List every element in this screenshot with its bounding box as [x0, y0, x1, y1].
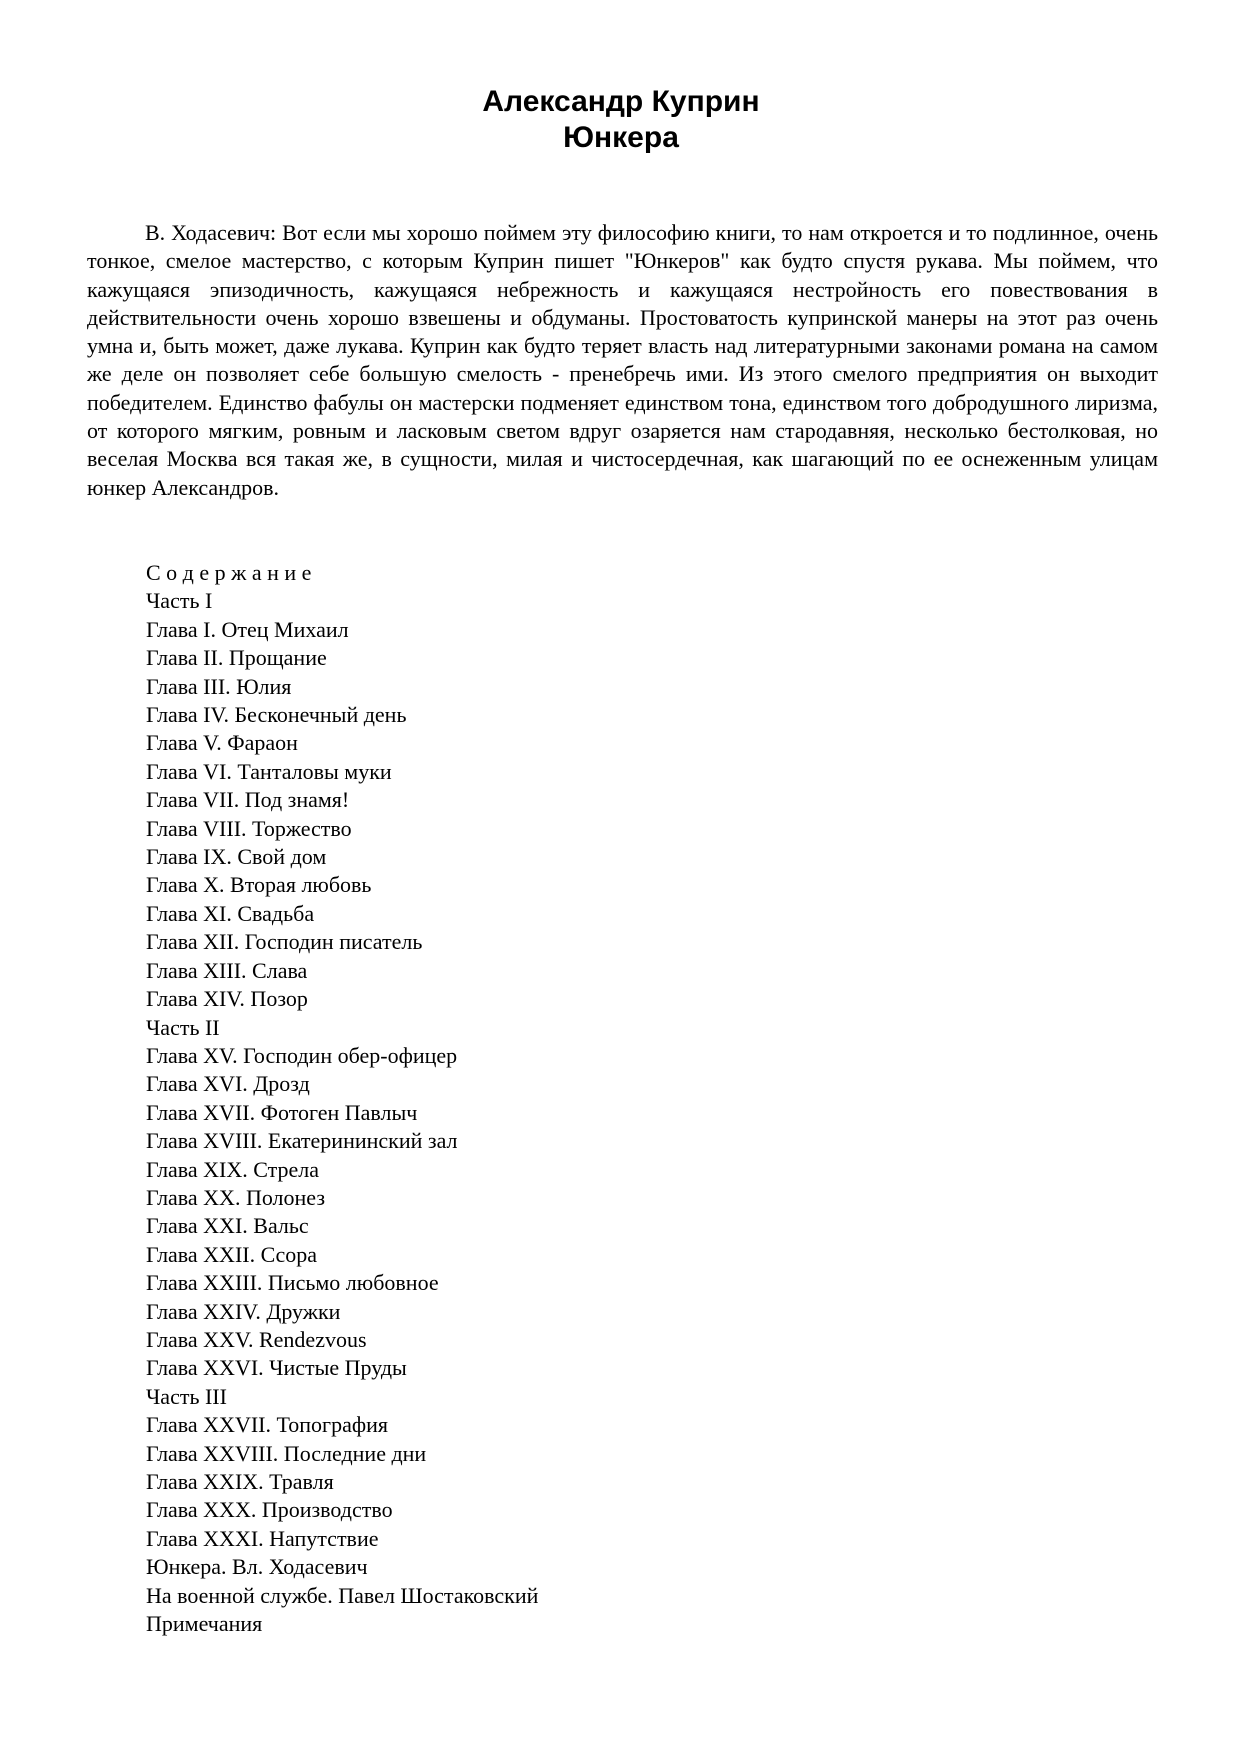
toc-chapter-17: Глава XVII. Фотоген Павлыч [146, 1099, 418, 1125]
toc-chapter-2: Глава II. Прощание [146, 645, 327, 671]
toc-chapter-29: Глава XXIX. Травля [146, 1469, 334, 1494]
toc-chapter-14: Глава XIV. Позор [146, 986, 308, 1012]
toc-part-1: Часть I [146, 588, 213, 614]
toc-chapter-6: Глава VI. Танталовы муки [146, 758, 392, 784]
toc-heading: С о д е р ж а н и е [146, 560, 312, 585]
toc-chapter-20: Глава XX. Полонез [146, 1184, 326, 1210]
toc-chapter-25: Глава XXV. Rendezvous [146, 1326, 367, 1352]
toc-chapter-10: Глава X. Вторая любовь [146, 872, 372, 898]
toc-essay-shostakovsky: На военной службе. Павел Шостаковский [146, 1582, 539, 1608]
toc-chapter-19: Глава XIX. Стрела [146, 1156, 320, 1182]
toc-chapter-24: Глава XXIV. Дружки [146, 1298, 341, 1324]
intro-paragraph: В. Ходасевич: Вот если мы хорошо поймем эту философию книги, то нам откроется и то подлинное, очень тонкое, смелое мастерство, с которым Куприн пишет "Юнкеров" как будто спустя рукава. Мы поймем, что кажущаяся эпизодичность, кажущаяся небрежность и кажущаяся нестройность его повествования в действительности очень хорошо взвешены и обдуманы. Простоватость купринской манеры на этот раз очень умна и, быть может, даже лукава. Куприн как будто теряет власть над литературными законами романа на самом же деле он позволяет себе большую смелость - пренебречь ими. Из этого смелого предприятия он выходит победителем. Единство фабулы он мастерски подменяет единством тона, единством того добродушного лиризма, от которого мягким, ровным и ласковым светом вдруг озаряется нам стародавняя, несколько бестолковая, но веселая Москва вся такая же, в сущности, милая и чистосердечная, как шагающий по ее оснеженным улицам юнкер Александров. [87, 220, 1158, 500]
toc-part-2: Часть II [146, 1014, 220, 1040]
toc-chapter-1: Глава I. Отец Михаил [146, 616, 349, 642]
toc-chapter-26: Глава XXVI. Чистые Пруды [146, 1355, 407, 1381]
toc-chapter-5: Глава V. Фараон [146, 730, 298, 756]
toc-chapter-22: Глава XXII. Ссора [146, 1241, 318, 1267]
toc-notes: Примечания [146, 1611, 263, 1637]
toc-chapter-11: Глава XI. Свадьба [146, 900, 315, 926]
table-of-contents [146, 559, 538, 1638]
toc-chapter-28: Глава XXVIII. Последние дни [146, 1440, 427, 1466]
document-title: Юнкера [563, 121, 679, 154]
toc-chapter-31: Глава XXXI. Напутствие [146, 1525, 379, 1551]
toc-chapter-18: Глава XVIII. Екатерининский зал [146, 1128, 458, 1154]
toc-chapter-30: Глава XXX. Производство [146, 1497, 393, 1523]
document-title-block [0, 84, 1242, 156]
toc-chapter-7: Глава VII. Под знамя! [146, 787, 350, 813]
toc-chapter-16: Глава XVI. Дрозд [146, 1071, 310, 1097]
toc-chapter-4: Глава IV. Бесконечный день [146, 702, 407, 728]
toc-part-3: Часть III [146, 1383, 227, 1409]
toc-chapter-13: Глава XIII. Слава [146, 957, 308, 983]
document-author: Александр Куприн [482, 85, 760, 118]
toc-chapter-3: Глава III. Юлия [146, 673, 292, 699]
toc-essay-khodasevich: Юнкера. Вл. Ходасевич [146, 1554, 368, 1580]
toc-chapter-21: Глава XXI. Вальс [146, 1213, 309, 1239]
toc-chapter-12: Глава XII. Господин писатель [146, 929, 423, 955]
toc-chapter-15: Глава XV. Господин обер-офицер [146, 1042, 458, 1068]
toc-chapter-27: Глава XXVII. Топография [146, 1412, 388, 1438]
toc-chapter-23: Глава XXIII. Письмо любовное [146, 1270, 439, 1296]
toc-chapter-8: Глава VIII. Торжество [146, 815, 352, 841]
toc-chapter-9: Глава IX. Свой дом [146, 844, 327, 870]
